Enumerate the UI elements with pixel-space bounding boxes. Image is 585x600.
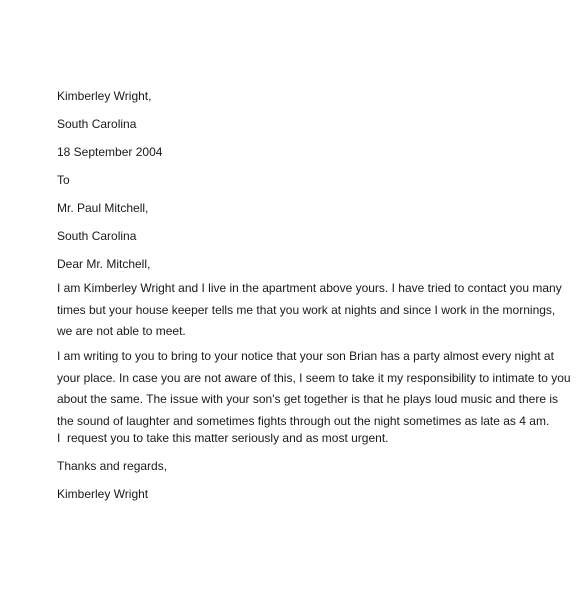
body-paragraph-1	[57, 281, 562, 338]
sender-location: South Carolina	[57, 117, 137, 131]
letter-date: 18 September 2004	[57, 145, 163, 159]
paragraph-line: I am writing to you to bring to your notice that your son Brian has a party almost every night at	[57, 349, 554, 363]
paragraph-line: I am Kimberley Wright and I live in the apartment above yours. I have tried to contact you many	[57, 281, 562, 295]
paragraph-line: your place. In case you are not aware of this, I seem to take it my responsibility to intimate to you	[57, 370, 571, 385]
recipient-name: Mr. Paul Mitchell,	[57, 201, 149, 215]
paragraph-line: the sound of laughter and sometimes fights through out the night sometimes as late as 4 am.	[57, 413, 550, 428]
body-paragraph-3	[57, 431, 389, 445]
to-label: To	[57, 173, 70, 187]
closing: Thanks and regards,	[57, 459, 168, 473]
signature: Kimberley Wright	[57, 487, 149, 501]
paragraph-line: I request you to take this matter seriously and as most urgent.	[57, 431, 389, 445]
recipient-location: South Carolina	[57, 229, 137, 243]
paragraph-line: about the same. The issue with your son's get together is that he plays loud music and there is	[57, 392, 559, 406]
salutation: Dear Mr. Mitchell,	[57, 257, 151, 271]
paragraph-line: we are not able to meet.	[57, 324, 186, 338]
body-paragraph-2	[57, 349, 571, 428]
paragraph-line: times but your house keeper tells me that you work at nights and since I work in the mornings,	[57, 302, 556, 317]
sender-name: Kimberley Wright,	[57, 89, 152, 103]
